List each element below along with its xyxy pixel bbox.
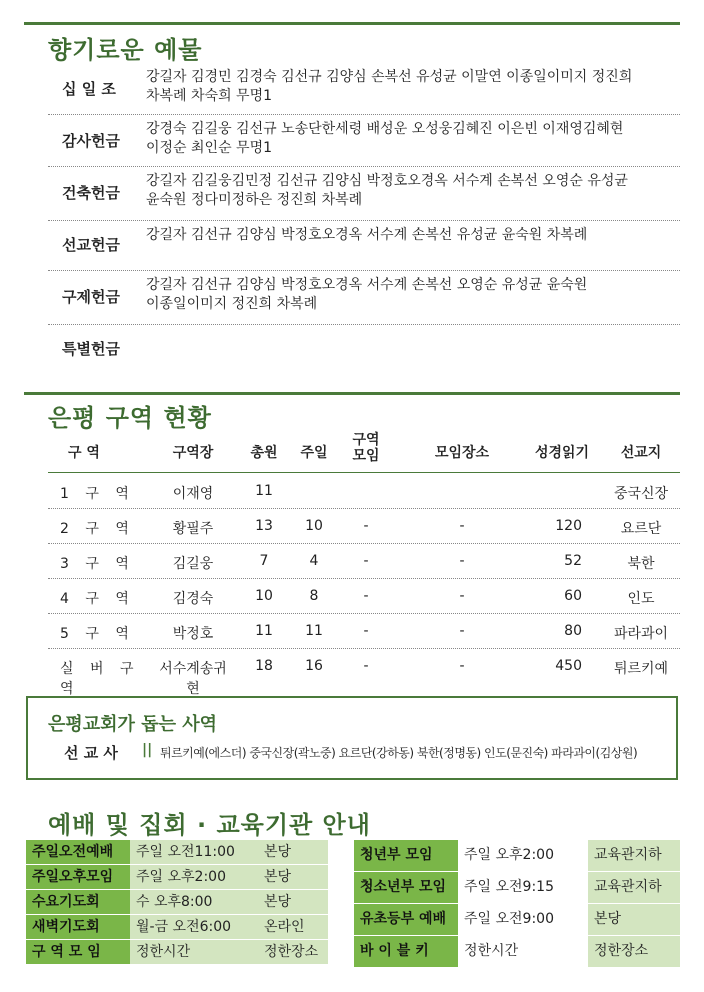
schedule-place: 본당 bbox=[588, 904, 680, 935]
table-cell: 박정호 bbox=[172, 626, 214, 642]
schedule-name: 청소년부 모임 bbox=[354, 872, 458, 903]
schedule-time: 주일 오전9:00 bbox=[458, 904, 588, 935]
districts-title: 은평 구역 현황 bbox=[48, 404, 212, 432]
schedule-time: 주일 오후2:00 bbox=[458, 840, 588, 871]
section-rule bbox=[24, 392, 680, 395]
table-cell: 13 bbox=[255, 518, 273, 534]
table-row bbox=[48, 509, 680, 544]
table-cell: - bbox=[363, 623, 369, 639]
offering-names bbox=[146, 68, 676, 106]
schedule-name: 유초등부 예배 bbox=[354, 904, 458, 935]
section-rule bbox=[24, 22, 680, 25]
table-cell: - bbox=[459, 658, 465, 674]
offering-names-line: 강길자 김경민 김경숙 김선규 김양심 손복선 유성균 이말연 이종일이미지 정진희 bbox=[146, 69, 633, 85]
mission-title: 은평교회가 돕는 사역 bbox=[48, 714, 218, 735]
table-cell: 실 버 구 역 bbox=[60, 661, 134, 697]
schedule-time: 정한시간 bbox=[130, 940, 258, 964]
table-cell: 3 구 역 bbox=[60, 556, 129, 572]
schedule-name: 구 역 모 임 bbox=[26, 940, 130, 964]
table-cell: 파라과이 bbox=[613, 626, 669, 642]
schedule-time: 주일 오전9:15 bbox=[458, 872, 588, 903]
table-cell: 7 bbox=[259, 553, 269, 569]
district-table-header bbox=[48, 430, 680, 473]
offering-names-line: 강길자 김길웅김민정 김선규 김양심 박정호오경옥 서수계 손복선 오영순 유성균 bbox=[146, 173, 628, 189]
table-cell: 8 bbox=[309, 588, 319, 604]
schedule-place: 정한장소 bbox=[258, 940, 328, 964]
table-cell: - bbox=[459, 588, 465, 604]
table-cell: 5 구 역 bbox=[60, 626, 129, 642]
schedule-place: 교육관지하 bbox=[588, 872, 680, 903]
schedule-time: 정한시간 bbox=[458, 936, 588, 967]
schedule-place: 본당 bbox=[258, 840, 328, 864]
schedule-title: 예배 및 집회 · 교육기관 안내 bbox=[48, 811, 371, 839]
schedule-name: 주일오전예배 bbox=[26, 840, 130, 864]
offering-names-line: 강길자 김선규 김양심 박정호오경옥 서수계 손복선 유성균 윤숙원 차복례 bbox=[146, 227, 588, 243]
table-cell: 11 bbox=[305, 623, 323, 639]
offering-names-line: 차복례 차숙희 무명1 bbox=[146, 88, 272, 104]
mission-text: 튀르키예(에스더) 중국신장(곽노중) 요르단(강하동) 북한(정명동) 인도(문진숙) 파라과이(김상원) bbox=[160, 746, 638, 760]
mission-label: 선 교 사 bbox=[64, 744, 118, 762]
offering-names-line: 강길자 김선규 김양심 박정호오경옥 서수계 손복선 오영순 유성균 윤숙원 bbox=[146, 277, 588, 293]
table-cell: 2 구 역 bbox=[60, 521, 129, 537]
col-header: 구역장 bbox=[172, 445, 214, 461]
schedule-time: 주일 오전11:00 bbox=[130, 840, 258, 864]
col-header: 주일 bbox=[300, 445, 328, 461]
table-row bbox=[48, 544, 680, 579]
table-cell: 인도 bbox=[627, 591, 655, 607]
schedule-time: 주일 오후2:00 bbox=[130, 865, 258, 889]
table-cell: 11 bbox=[255, 483, 273, 499]
offering-row bbox=[48, 220, 680, 271]
schedule-name: 바 이 블 키 bbox=[354, 936, 458, 967]
offering-label: 특별헌금 bbox=[62, 340, 120, 358]
offering-names bbox=[146, 120, 676, 158]
table-cell: - bbox=[363, 658, 369, 674]
table-cell: 튀르키예 bbox=[613, 661, 669, 677]
offering-names bbox=[146, 226, 676, 245]
table-cell: 이재영 bbox=[172, 486, 214, 502]
table-cell: - bbox=[363, 588, 369, 604]
offering-label: 건축헌금 bbox=[62, 184, 120, 202]
mission-separator: || bbox=[142, 742, 153, 758]
table-cell: 450 bbox=[555, 658, 582, 674]
table-row bbox=[48, 649, 680, 697]
schedule-name: 수요기도회 bbox=[26, 890, 130, 914]
offering-row bbox=[48, 114, 680, 167]
offering-label: 감사헌금 bbox=[62, 132, 120, 150]
offering-row bbox=[48, 324, 680, 368]
table-row bbox=[48, 579, 680, 614]
table-cell: 11 bbox=[255, 623, 273, 639]
offerings-title: 향기로운 예물 bbox=[48, 36, 203, 64]
offering-label: 선교헌금 bbox=[62, 236, 120, 254]
table-cell: - bbox=[459, 623, 465, 639]
offering-names-line: 이종일이미지 정진희 차복례 bbox=[146, 296, 318, 312]
schedule-time: 월-금 오전6:00 bbox=[130, 915, 258, 939]
table-cell: 김경숙 bbox=[172, 591, 214, 607]
table-cell: - bbox=[363, 518, 369, 534]
table-cell: 김길웅 bbox=[172, 556, 214, 572]
table-row bbox=[48, 474, 680, 509]
schedule-name: 청년부 모임 bbox=[354, 840, 458, 871]
table-cell: 52 bbox=[564, 553, 582, 569]
col-header: 구 역 bbox=[68, 445, 100, 461]
col-header: 총원 bbox=[250, 445, 278, 461]
schedule-place: 본당 bbox=[258, 890, 328, 914]
table-cell: 요르단 bbox=[620, 521, 662, 537]
offering-label: 십 일 조 bbox=[62, 80, 116, 98]
offering-names-line: 강경숙 김길웅 김선규 노송단한세령 배성운 오성웅김혜진 이은빈 이재영김혜현 bbox=[146, 121, 624, 137]
schedule-place: 본당 bbox=[258, 865, 328, 889]
table-cell: 10 bbox=[305, 518, 323, 534]
offering-names-line: 이정순 최인순 무명1 bbox=[146, 140, 272, 156]
table-cell: - bbox=[459, 553, 465, 569]
offering-names-line: 윤숙원 정다미정하은 정진희 차복례 bbox=[146, 192, 363, 208]
table-cell: 60 bbox=[564, 588, 582, 604]
table-cell: 10 bbox=[255, 588, 273, 604]
table-cell: - bbox=[459, 518, 465, 534]
table-cell: 4 bbox=[309, 553, 319, 569]
col-header: 선교지 bbox=[620, 445, 662, 461]
col-header: 성경읽기 bbox=[534, 445, 590, 461]
mission-box bbox=[26, 696, 678, 780]
table-cell: 18 bbox=[255, 658, 273, 674]
schedule-time: 수 오후8:00 bbox=[130, 890, 258, 914]
schedule-place: 온라인 bbox=[258, 915, 328, 939]
table-cell: 4 구 역 bbox=[60, 591, 129, 607]
schedule-place: 정한장소 bbox=[588, 936, 680, 967]
schedule-place: 교육관지하 bbox=[588, 840, 680, 871]
table-cell: 북한 bbox=[627, 556, 655, 572]
offering-names bbox=[146, 276, 676, 314]
table-cell: 1 구 역 bbox=[60, 486, 129, 502]
offering-row bbox=[48, 270, 680, 325]
offering-label: 구제헌금 bbox=[62, 288, 120, 306]
col-header: 구역 모임 bbox=[352, 432, 380, 464]
offering-row bbox=[48, 62, 680, 115]
col-header: 모임장소 bbox=[434, 445, 490, 461]
table-cell: 중국신장 bbox=[613, 486, 669, 502]
table-cell: 120 bbox=[555, 518, 582, 534]
schedule-name: 새벽기도회 bbox=[26, 915, 130, 939]
table-row bbox=[48, 614, 680, 649]
table-cell: 황필주 bbox=[172, 521, 214, 537]
table-cell: 서수계송귀현 bbox=[159, 661, 227, 697]
schedule-name: 주일오후모임 bbox=[26, 865, 130, 889]
table-cell: 80 bbox=[564, 623, 582, 639]
offering-names bbox=[146, 172, 676, 210]
table-cell: 16 bbox=[305, 658, 323, 674]
offering-row bbox=[48, 166, 680, 221]
table-cell: - bbox=[363, 553, 369, 569]
